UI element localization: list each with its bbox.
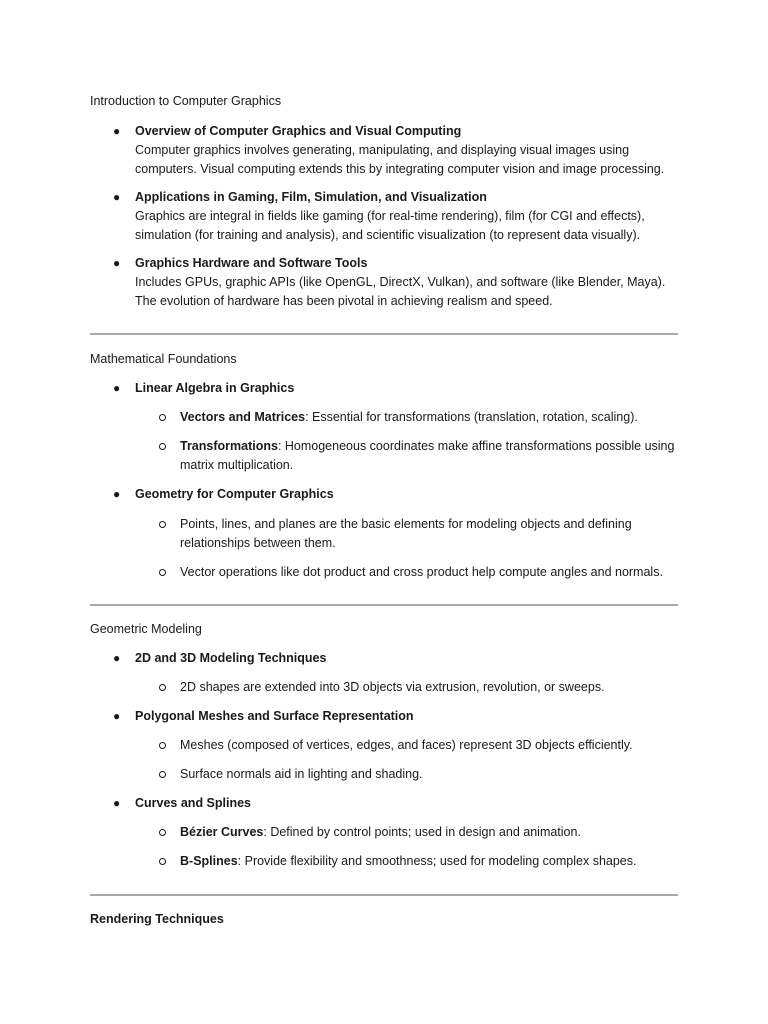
sub-list-item <box>135 765 678 784</box>
term: Vectors and Matrices <box>180 410 306 424</box>
sub-item-text: 2D shapes are extended into 3D objects via extrusion, revolution, or sweeps. <box>180 680 605 694</box>
bullet-icon: ● <box>113 124 121 138</box>
sub-item-text: Surface normals aid in lighting and shading. <box>180 767 423 781</box>
sub-item-text: Vector operations like dot product and cross product help compute angles and normals. <box>180 565 663 579</box>
section-rendering-techniques <box>90 910 678 928</box>
item-body-line: Computer graphics involves generating, manipulating, and displaying visual images using <box>135 143 630 157</box>
item-body-line: Graphics are integral in fields like gaming (for real-time rendering), film (for CGI and effects), <box>135 209 645 223</box>
item-title: Overview of Computer Graphics and Visual Computing <box>135 124 462 138</box>
item-title: Graphics Hardware and Software Tools <box>135 256 368 270</box>
sub-list-item <box>135 852 678 871</box>
sub-item-text: : Defined by control points; used in design and animation. <box>263 825 581 839</box>
circle-bullet-icon <box>159 684 166 691</box>
section-title: Geometric Modeling <box>90 622 202 636</box>
sub-item-text: Meshes (composed of vertices, edges, and faces) represent 3D objects efficiently. <box>180 738 633 752</box>
bullet-icon: ● <box>113 796 121 810</box>
list-item <box>90 794 678 871</box>
sub-item-text: : Essential for transformations (translation, rotation, scaling). <box>305 410 638 424</box>
sub-list-item <box>135 437 678 475</box>
bullet-icon: ● <box>113 651 121 665</box>
item-title: Geometry for Computer Graphics <box>135 487 334 501</box>
list-item <box>90 485 678 582</box>
term: B-Splines <box>180 854 238 868</box>
circle-bullet-icon <box>159 414 166 421</box>
sub-item-text: Points, lines, and planes are the basic elements for modeling objects and defining <box>180 517 632 531</box>
section-geometric-modeling <box>90 620 678 871</box>
circle-bullet-icon <box>159 521 166 528</box>
list-item <box>90 254 678 311</box>
list-item <box>90 379 678 475</box>
section-introduction <box>90 92 678 311</box>
bullet-icon: ● <box>113 190 121 204</box>
item-title: Curves and Splines <box>135 796 252 810</box>
item-title: Linear Algebra in Graphics <box>135 381 295 395</box>
sub-list-item <box>135 408 678 427</box>
list-item <box>90 649 678 697</box>
bullet-icon: ● <box>113 487 121 501</box>
list-item <box>90 707 678 784</box>
sub-item-text: : Homogeneous coordinates make affine transformations possible using <box>277 439 675 453</box>
list-item <box>90 122 678 179</box>
item-body-line: The evolution of hardware has been pivotal in achieving realism and speed. <box>135 294 553 308</box>
circle-bullet-icon <box>159 569 166 576</box>
sub-item-text: matrix multiplication. <box>180 458 294 472</box>
circle-bullet-icon <box>159 858 166 865</box>
item-body-line: Includes GPUs, graphic APIs (like OpenGL, DirectX, Vulkan), and software (like Blender, Maya). <box>135 275 666 289</box>
circle-bullet-icon <box>159 771 166 778</box>
sub-list-item <box>135 823 678 842</box>
list-item <box>90 188 678 245</box>
bullet-icon: ● <box>113 709 121 723</box>
circle-bullet-icon <box>159 443 166 450</box>
section-divider <box>90 333 678 335</box>
term: Transformations <box>180 439 278 453</box>
circle-bullet-icon <box>159 829 166 836</box>
sub-list-item <box>135 563 678 582</box>
sub-item-text: : Provide flexibility and smoothness; used for modeling complex shapes. <box>237 854 637 868</box>
circle-bullet-icon <box>159 742 166 749</box>
sub-list-item <box>135 678 678 697</box>
sub-list-item <box>135 736 678 755</box>
item-title: 2D and 3D Modeling Techniques <box>135 651 327 665</box>
section-title: Introduction to Computer Graphics <box>90 94 282 108</box>
item-title: Polygonal Meshes and Surface Representation <box>135 709 414 723</box>
section-title: Rendering Techniques <box>90 912 224 926</box>
bullet-icon: ● <box>113 381 121 395</box>
section-divider <box>90 894 678 896</box>
item-body-line: simulation (for training and analysis), and scientific visualization (to represent data visually). <box>135 228 641 242</box>
section-mathematical-foundations <box>90 350 678 582</box>
item-title: Applications in Gaming, Film, Simulation, and Visualization <box>135 190 487 204</box>
section-divider <box>90 604 678 606</box>
sub-item-text: relationships between them. <box>180 536 336 550</box>
term: Bézier Curves <box>180 825 264 839</box>
section-title: Mathematical Foundations <box>90 352 237 366</box>
sub-list-item <box>135 515 678 553</box>
bullet-icon: ● <box>113 256 121 270</box>
item-body-line: computers. Visual computing extends this by integrating computer vision and image processing. <box>135 162 665 176</box>
